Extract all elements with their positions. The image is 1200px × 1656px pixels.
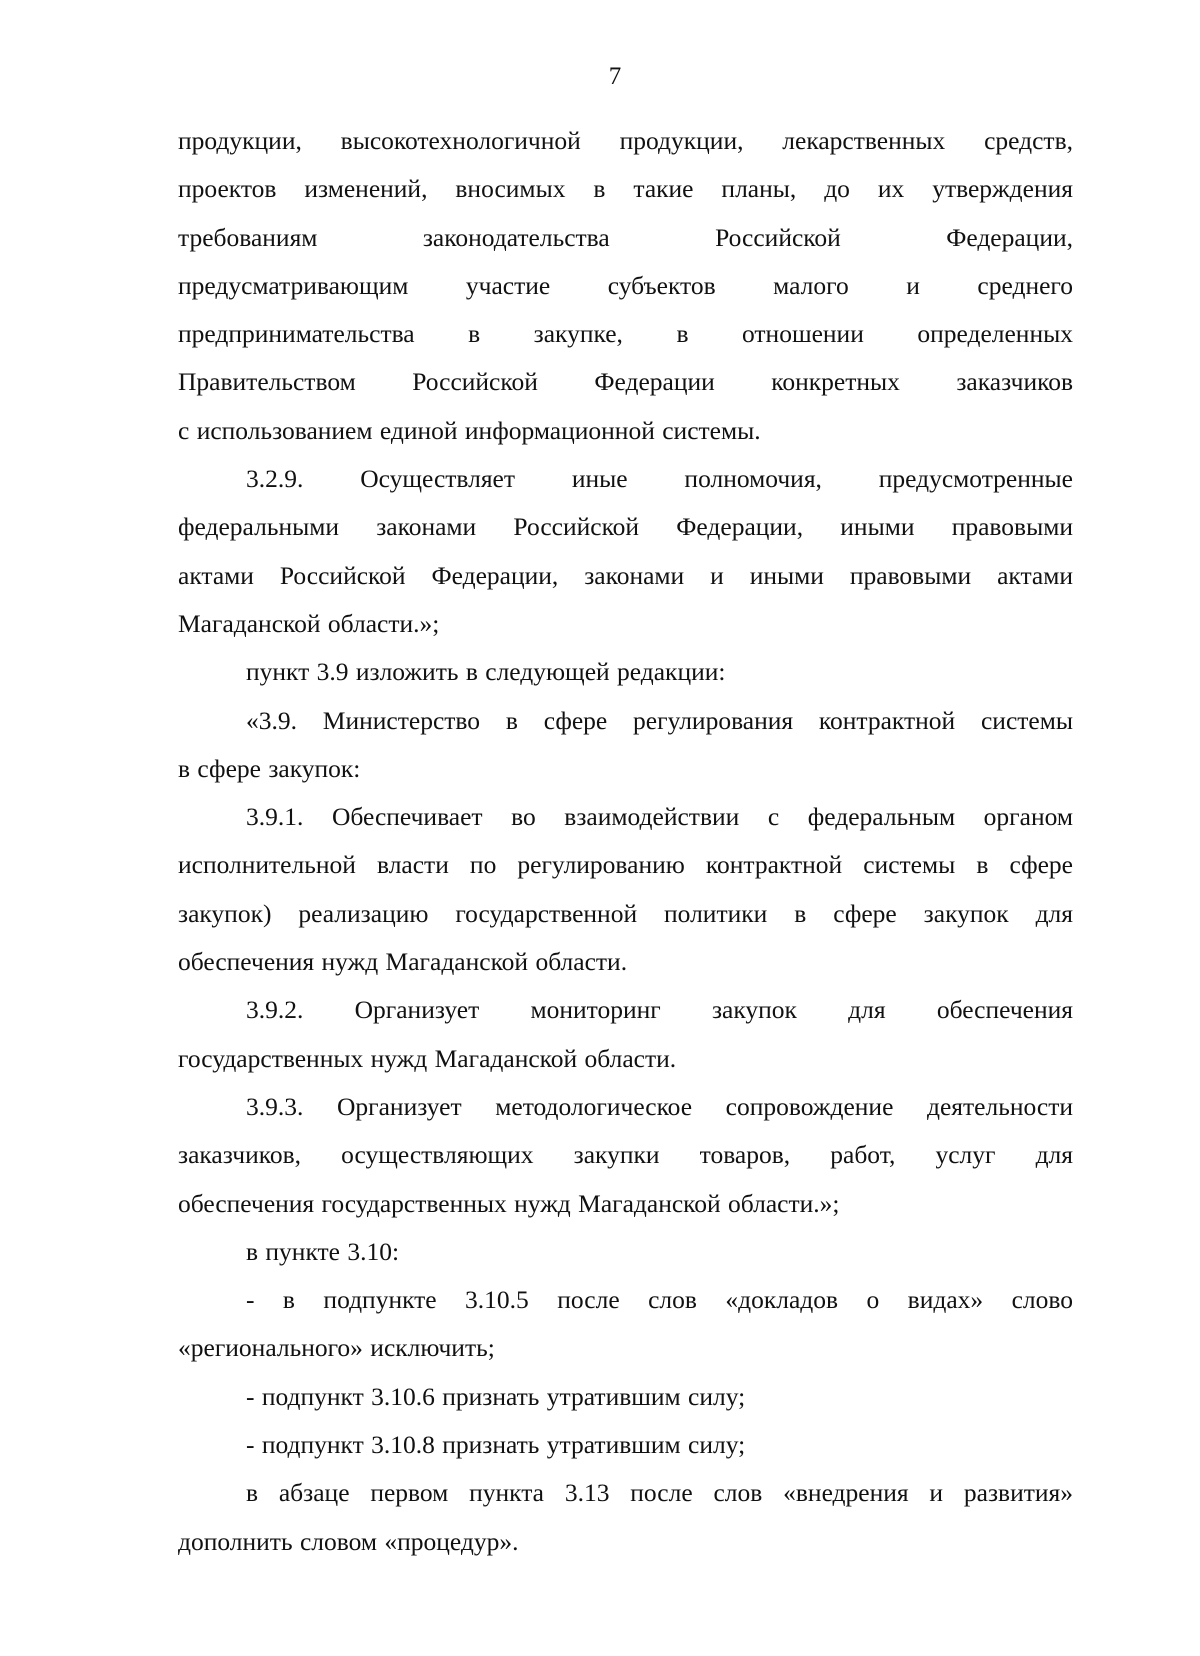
paragraph (178, 648, 1073, 696)
page-number: 7 (608, 63, 622, 90)
text-line: федеральными законами Российской Федерации, иными правовыми (178, 512, 1073, 542)
text-line: 3.9.3. Организует методологическое сопровождение деятельности (246, 1091, 1073, 1121)
text-line: - в подпункте 3.10.5 после слов «докладов о видах» слово (246, 1285, 1073, 1315)
text-line: «3.9. Министерство в сфере регулирования контрактной системы (246, 705, 1073, 735)
document-body (178, 117, 1073, 1566)
text-line: в пункте 3.10: (246, 1236, 400, 1266)
text-line: - подпункт 3.10.8 признать утратившим силу; (246, 1430, 746, 1460)
paragraph (178, 1421, 1073, 1469)
paragraph (178, 986, 1073, 1083)
text-line: актами Российской Федерации, законами и иными правовыми актами (178, 560, 1073, 590)
text-line: - подпункт 3.10.6 признать утратившим силу; (246, 1381, 746, 1411)
paragraph (178, 455, 1073, 648)
text-line: с использованием единой информационной системы. (178, 415, 761, 445)
text-line: Магаданской области.»; (178, 608, 440, 638)
paragraph (178, 117, 1073, 455)
paragraph (178, 1469, 1073, 1566)
text-line: Правительством Российской Федерации конкретных заказчиков (178, 367, 1073, 397)
text-line: закупок) реализацию государственной политики в сфере закупок для (178, 898, 1073, 928)
text-line: «регионального» исключить; (178, 1333, 495, 1363)
text-line: проектов изменений, вносимых в такие планы, до их утверждения (178, 174, 1073, 204)
text-line: в абзаце первом пункта 3.13 после слов «внедрения и развития» (246, 1478, 1073, 1508)
text-line: пункт 3.9 изложить в следующей редакции: (246, 657, 726, 687)
text-line: обеспечения государственных нужд Магаданской области.»; (178, 1188, 840, 1218)
paragraph (178, 1373, 1073, 1421)
text-line: исполнительной власти по регулированию контрактной системы в сфере (178, 850, 1073, 880)
text-line: требованиям законодательства Российской Федерации, (178, 222, 1073, 252)
paragraph (178, 1276, 1073, 1373)
text-line: в сфере закупок: (178, 753, 361, 783)
text-line: 3.2.9. Осуществляет иные полномочия, предусмотренные (246, 464, 1073, 494)
paragraph (178, 697, 1073, 794)
text-line: 3.9.2. Организует мониторинг закупок для обеспечения (246, 995, 1073, 1025)
text-line: предусматривающим участие субъектов малого и среднего (178, 270, 1073, 300)
text-line: дополнить словом «процедур». (178, 1526, 519, 1556)
paragraph (178, 1083, 1073, 1228)
text-line: предпринимательства в закупке, в отношении определенных (178, 319, 1073, 349)
paragraph (178, 1228, 1073, 1276)
text-line: заказчиков, осуществляющих закупки товаров, работ, услуг для (178, 1140, 1073, 1170)
text-line: 3.9.1. Обеспечивает во взаимодействии с федеральным органом (246, 802, 1073, 832)
text-line: государственных нужд Магаданской области. (178, 1043, 677, 1073)
text-line: обеспечения нужд Магаданской области. (178, 947, 628, 977)
text-line: продукции, высокотехнологичной продукции, лекарственных средств, (178, 126, 1073, 155)
paragraph (178, 793, 1073, 986)
